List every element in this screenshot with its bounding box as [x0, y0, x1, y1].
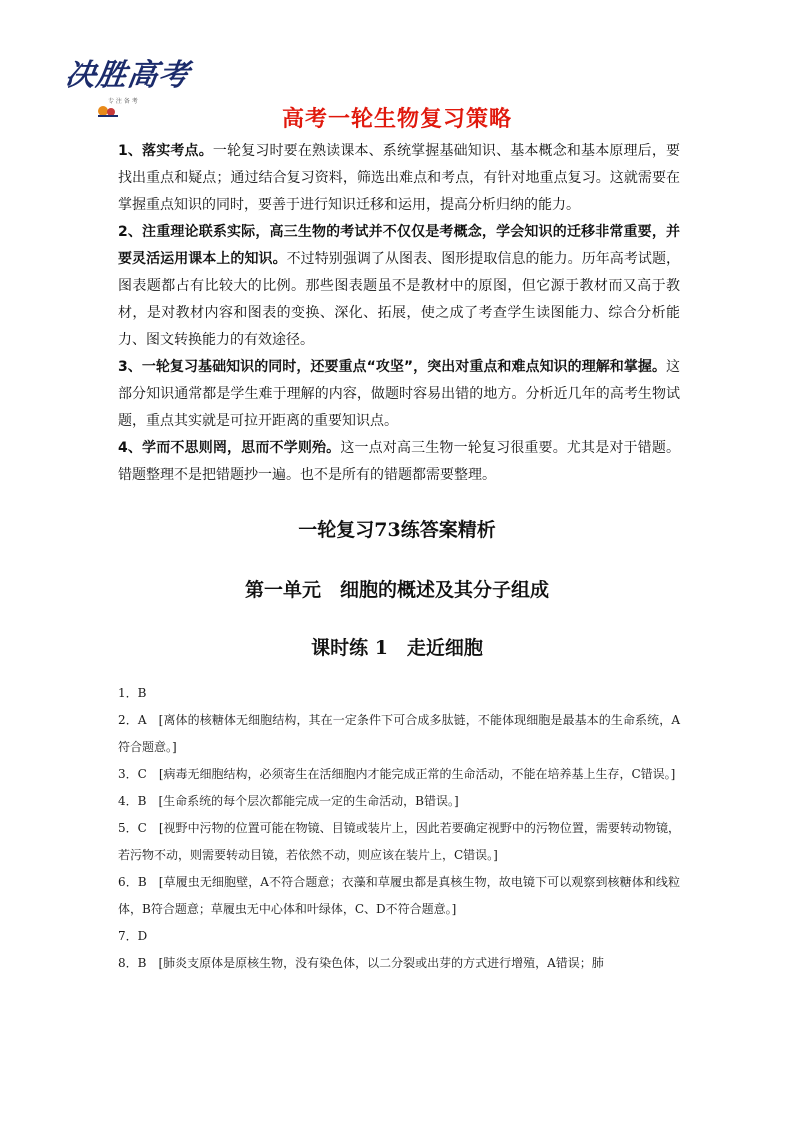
strategy-text: 不过特别强调了从图表、图形提取信息的能力。历年高考试题，图表题都占有比较大的比例。那些图表题虽不是教材中的原图，但它源于教材而又高于教材，是对教材内容和图表的变换、深化、拓展，使之成了考查学生读图能力、综合分析能力、图文转换能力的有效途径。 — [118, 251, 681, 348]
logo-text: 决胜高考 — [63, 58, 192, 93]
strategy-paragraph — [118, 219, 680, 354]
strategy-paragraph — [118, 435, 680, 489]
strategy-lead: 2、注重理论联系实际，高三生物的考试并不仅仅是考概念，学会知识的迁移非常重要，并要灵活运用课本上的知识。 — [118, 224, 680, 267]
strategy-paragraph — [118, 354, 680, 435]
answer-list — [118, 680, 680, 977]
strategy-paragraph — [118, 138, 680, 219]
logo-subtitle: 专 注 备 考 — [108, 98, 138, 105]
strategy-lead: 1、落实考点。 — [118, 143, 213, 159]
strategy-text: 这一点对高三生物一轮复习很重要。尤其是对于错题。错题整理不是把错题抄一遍。也不是所有的错题都需要整理。 — [118, 440, 680, 483]
page-title: 高考一轮生物复习策略 — [281, 107, 512, 132]
answer-item: 2．A [离体的核糖体无细胞结构，其在一定条件下可合成多肽链，不能体现细胞是最基本的生命系统，A符合题意。] — [118, 713, 680, 754]
answer-item: 1．B — [118, 686, 147, 700]
answer-item: 8．B [肺炎支原体是原核生物，没有染色体，以二分裂或出芽的方式进行增殖，A错误；肺 — [118, 956, 604, 970]
strategy-lead: 4、学而不思则罔，思而不学则殆。 — [118, 440, 341, 456]
answer-item: 4．B [生命系统的每个层次都能完成一定的生命活动，B错误。] — [118, 794, 459, 808]
strategy-text: 这部分知识通常都是学生难于理解的内容，做题时容易出错的地方。分析近几年的高考生物试题，重点其实就是可拉开距离的重要知识点。 — [118, 359, 680, 429]
answer-item: 6．B [草履虫无细胞壁，A不符合题意；衣藻和草履虫都是真核生物，故电镜下可以观察到核糖体和线粒体，B符合题意；草履虫无中心体和叶绿体，C、D不符合题意。] — [118, 875, 680, 916]
strategy-text: 一轮复习时要在熟读课本、系统掌握基础知识、基本概念和基本原理后，要找出重点和疑点；通过结合复习资料，筛选出难点和考点，有针对地重点复习。这就需要在掌握重点知识的同时，要善于进行知识迁移和运用，提高分析归纳的能力。 — [118, 143, 681, 213]
section-title: 一轮复习73练答案精析 — [298, 519, 496, 541]
answer-item: 3．C [病毒无细胞结构，必须寄生在活细胞内才能完成正常的生命活动，不能在培养基上生存，C错误。] — [118, 767, 676, 781]
lesson-title: 课时练 1 走近细胞 — [311, 637, 483, 659]
strategy-section — [118, 138, 680, 489]
answer-item: 7．D — [118, 929, 148, 943]
strategy-lead: 3、一轮复习基础知识的同时，还要重点“攻坚”，突出对重点和难点知识的理解和掌握。 — [118, 359, 666, 375]
unit-title: 第一单元 细胞的概述及其分子组成 — [244, 579, 549, 601]
answer-item: 5．C [视野中污物的位置可能在物镜、目镜或装片上，因此若要确定视野中的污物位置，需要转动物镜，若污物不动，则需要转动目镜，若依然不动，则应该在装片上，C错误。] — [118, 821, 680, 862]
